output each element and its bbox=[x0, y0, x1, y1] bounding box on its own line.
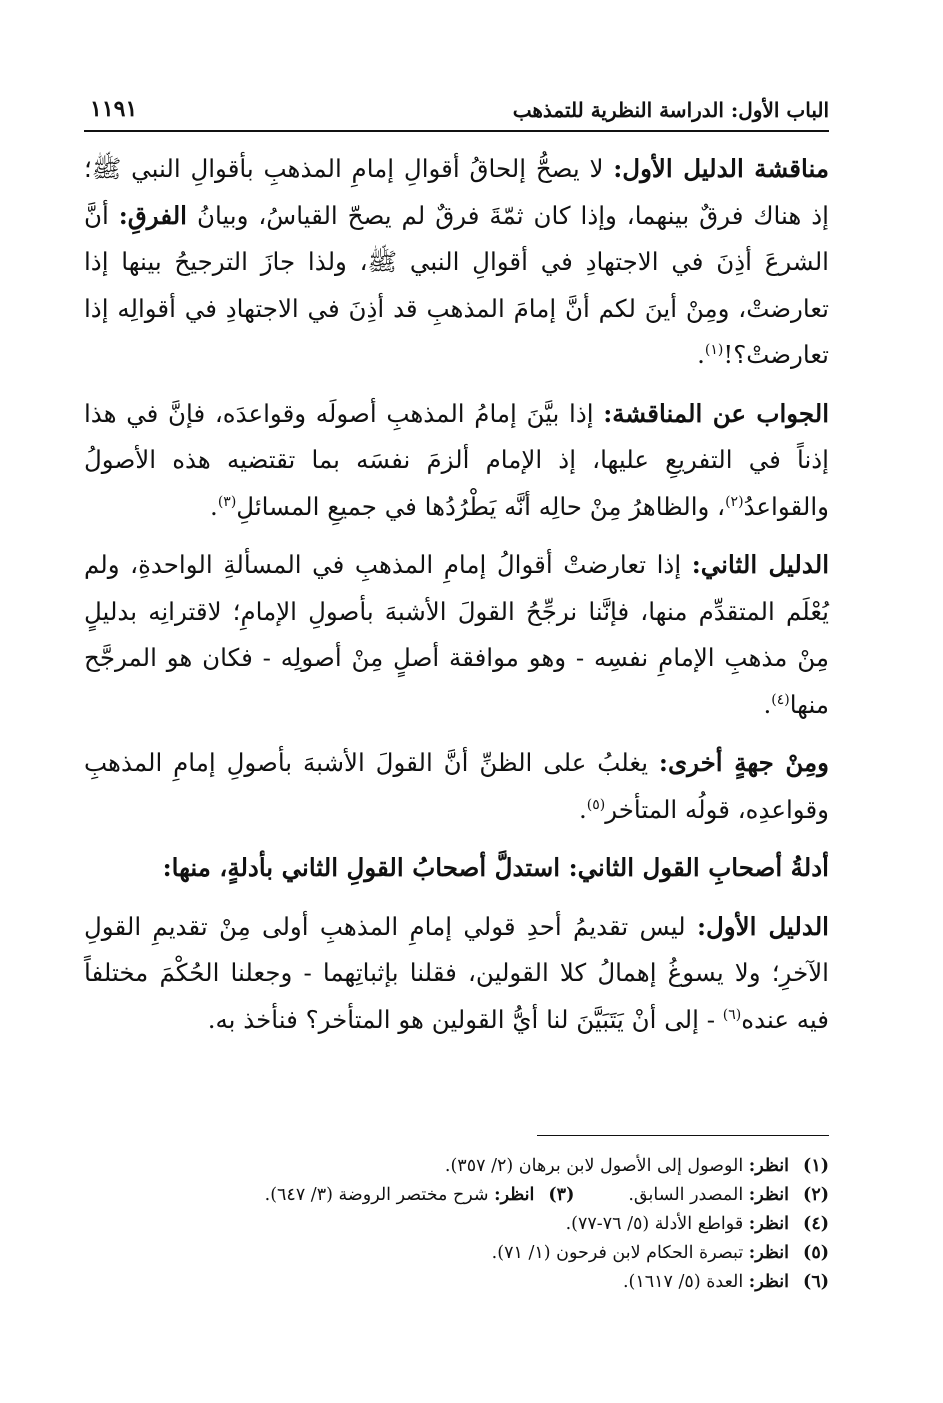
paragraph-text: يغلبُ على الظنِّ أنَّ القولَ الأشبهَ بأصولِ إمامِ المذهبِ وقواعدِه، قولُه المتأخر bbox=[84, 748, 829, 824]
paragraph-end: . bbox=[697, 340, 705, 369]
footnote-item bbox=[84, 1181, 829, 1210]
footnotes bbox=[84, 1152, 829, 1297]
section-heading: أدلةُ أصحابِ القول الثاني: استدلَّ أصحابُ القولِ الثاني بأدلةٍ، منها: bbox=[162, 853, 829, 882]
paragraph-text: ، والظاهرُ مِنْ حالِه أنَّه يَطْرُدُها في جميعِ المسائلِ bbox=[236, 491, 726, 521]
footnote-ref[interactable]: (٢) bbox=[725, 493, 744, 510]
footnote-label: انظر: bbox=[748, 1272, 789, 1292]
footnote-text: الوصول إلى الأصول لابن برهان (٢/ ٣٥٧). bbox=[444, 1156, 749, 1176]
footnote-ref[interactable]: (١) bbox=[704, 341, 724, 358]
paragraph-text: ليس تقديمُ أحدِ قولي إمامِ المذهبِ أولى مِنْ تقديمِ القولِ الآخرِ؛ ولا يسوغُ إهمالُ كلا القولين، فقلنا بإثباتِهما - وجعلنا الحُكْمَ مختلفاً فيه عنده bbox=[84, 911, 829, 1034]
footnote-ref[interactable]: (٦) bbox=[722, 1006, 742, 1023]
paragraph-subheading: الفرقِ: bbox=[118, 200, 187, 230]
paragraph-text: إذا بيَّنَ إمامُ المذهبِ أصولَه وقواعدَه، فإنَّ في هذا إذناً في التفريعِ عليها، إذ الإمام ألزمَ نفسَه بما تقتضيه هذه الأصولُ والقواعدُ bbox=[84, 398, 829, 521]
footnote-item bbox=[84, 1268, 829, 1297]
main-text bbox=[84, 146, 829, 1055]
paragraph-end: . bbox=[579, 794, 587, 824]
footnote-text: العدة (٥/ ١٦١٧). bbox=[622, 1272, 749, 1292]
paragraph-text: أنَّ الشرعَ أذِنَ في الاجتهادِ في أقوالِ النبي ﷺ، ولذا جازَ الترجيحُ بينها إذا تعارضتْ، ومِنْ أينَ لكم أنَّ إمامَ المذهبِ قد أذِنَ في الاجتهادِ في أقوالِه إذا تعارضتْ؟! bbox=[84, 200, 829, 369]
paragraph-first-proof bbox=[84, 904, 829, 1044]
paragraph-end: . bbox=[763, 689, 772, 719]
footnote-ref[interactable]: (٤) bbox=[771, 691, 790, 708]
paragraph-another-aspect bbox=[84, 740, 829, 833]
paragraph-text: لا يصحُّ إلحاقُ أقوالِ إمامِ المذهبِ بأقوالِ النبي ﷺ؛ إذ هناك فرقٌ بينهما، وإذا كان ثمّةَ فرقٌ لم يصحّ القياسُ، وبيانُ bbox=[84, 154, 829, 230]
paragraph-end: . bbox=[210, 491, 218, 521]
paragraph-heading: مناقشة الدليل الأول: bbox=[613, 154, 829, 183]
footnote-item bbox=[84, 1152, 829, 1181]
paragraph-heading: ومِنْ جهةٍ أخرى: bbox=[658, 748, 829, 777]
footnote-label: انظر: bbox=[748, 1185, 789, 1205]
page-number: ١١٩١ bbox=[90, 96, 138, 122]
footnote-item bbox=[84, 1239, 829, 1268]
paragraph-heading: الجواب عن المناقشة: bbox=[603, 398, 829, 428]
footnote-ref[interactable]: (٥) bbox=[586, 796, 606, 813]
footnote-number: (٤) bbox=[803, 1214, 829, 1234]
paragraph-second-opinion-proofs bbox=[84, 845, 829, 892]
footnote-number: (١) bbox=[803, 1156, 829, 1176]
running-title: الباب الأول: الدراسة النظرية للتمذهب bbox=[512, 98, 829, 122]
paragraph-answer bbox=[84, 391, 829, 531]
footnote-number: (٥) bbox=[803, 1243, 829, 1263]
footnote-label: انظر: bbox=[494, 1185, 535, 1205]
footnote-item bbox=[84, 1210, 829, 1239]
footnote-text: قواطع الأدلة (٥/ ٧٦-٧٧). bbox=[565, 1214, 749, 1234]
paragraph-heading: الدليل الثاني: bbox=[691, 550, 829, 579]
footnote-text: شرح مختصر الروضة (٣/ ٦٤٧). bbox=[264, 1185, 495, 1205]
paragraph-first-proof-discussion bbox=[84, 146, 829, 379]
footnote-number: (٢) bbox=[803, 1185, 829, 1205]
paragraph-heading: الدليل الأول: bbox=[696, 911, 829, 941]
paragraph-text: - إلى أنْ يَتَبَيَّنَ لنا أيُّ القولين هو المتأخر؟ فنأخذ به. bbox=[207, 1004, 723, 1034]
paragraph-second-proof bbox=[84, 542, 829, 728]
footnote-ref[interactable]: (٣) bbox=[217, 493, 237, 510]
footnote-label: انظر: bbox=[748, 1156, 789, 1176]
footnote-label: انظر: bbox=[748, 1243, 789, 1263]
footnote-text: المصدر السابق. bbox=[628, 1185, 749, 1205]
page-header bbox=[84, 96, 829, 132]
footnote-label: انظر: bbox=[748, 1214, 789, 1234]
footnote-number: (٣) bbox=[548, 1185, 575, 1205]
footnote-number: (٦) bbox=[803, 1272, 829, 1292]
footnote-text: تبصرة الحكام لابن فرحون (١/ ٧١). bbox=[491, 1243, 749, 1263]
paragraph-text: إذا تعارضتْ أقوالُ إمامِ المذهبِ في المسألةِ الواحدةِ، ولم يُعْلَم المتقدِّم منها، فإنَّنا نرجِّحُ القولَ الأشبهَ بأصولِ الإمامِ؛ لاقترانِه بدليلٍ مِنْ مذهبِ الإمامِ نفسِه - وهو موافقة أصلٍ مِنْ أصولِه - فكان هو المرجَّح منها bbox=[84, 550, 829, 719]
footnote-divider bbox=[537, 1135, 829, 1136]
